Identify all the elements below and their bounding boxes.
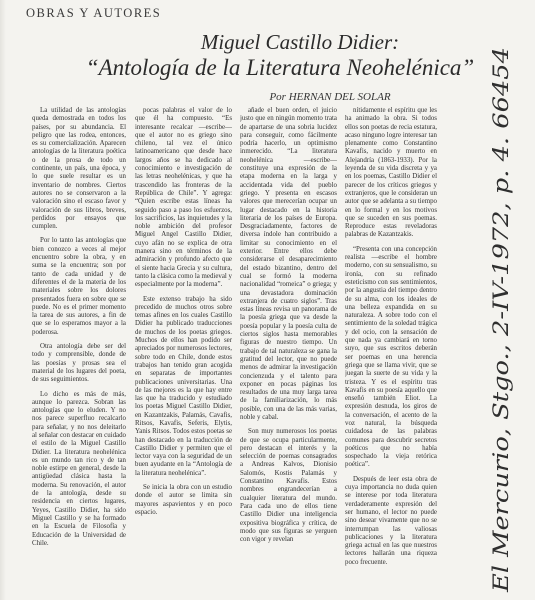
article-title: Miguel Castillo Didier:: [200, 30, 400, 54]
paragraph: añade el buen orden, el juicio justo que en ningún momento trata de apartarse de una sobria lucidez para conseguir, como fácilmente podría hacerlo, un optimismo inmerecido. “La literatura neohelénica —escribe— constituye una expresión de la etapa moderna en la larga y accidentada vida del pueblo griego. Y presenta en escasos valores que merecerían ocupar un lugar destacado en la historia literaria de los países de Europa. Desgraciadamente, factores de diversa índole han contribuido a limitar su conocimiento en el exterior. Entre ellos debe considerarse el desaparecimiento del estado bizantino, dentro del cual se formó la moderna nacionalidad “romeica” o griega; y una devastadora dominación extranjera de cuatro siglos”. Tras estas líneas revisa un panorama de la poesía griega que va desde la poesía popular y la poesía culta de ciertos siglos hasta memorables figuras de nuestro tiempo. Un trabajo de tal naturaleza se gana la gratitud del lector, que no puede menos de admirar la investigación concienzuda y el talento para exponer en pocas páginas los resultados de una muy larga tarea de la familiarización, lo más posible, con una de las más varias, noble y cabal.: [240, 107, 337, 421]
paragraph: Este extenso trabajo ha sido precedido de muchos otros sobre temas afines en los cuales Castillo Didier ha publicado traducciones de muchos de los poetas griegos. Muchos de ellos han podido ser apreciados por numerosos lectores, sobre todo en Chile, donde estos trabajos han tenido gran acogida en separatas de importantes publicaciones universitarias. Una de las mejores es la que hay entre las que ha traducido y estudiado los poetas Miguel Castillo Didier, en Kazantzakis, Palamás, Cavafis, Ritsos, Kavafis, Seferis, Elytis, Yanis Ritsos. Todos estos poetas se han destacado en la traducción de Castillo Didier y permiten que el lector vaya con la seguridad de un buen ayudante en la “Antología de la literatura neohelénica”.: [135, 295, 232, 477]
article-byline: Por HERNAN DEL SOLAR: [269, 91, 391, 103]
paragraph: pocas palabras el valor de lo que él ha compuesto. “Es interesante recalcar —escribe— que el autor no es griego sino chileno, tal vez el único latinoamericano que desde hace largos años se ha dedicado al conocimiento e investigación de las letras neohelénicas, y que ha trascendido las fronteras de la República de Chile”. Y agrega: “Quien escribe estas líneas ha seguido paso a paso los esfuerzos, los sacrificios, las inquietudes y la noble ambición del profesor Miguel Angel Castillo Didier, cuyo afán no se explica de otra manera sino en términos de la admiración y profundo afecto que el siente hacia Grecia y su cultura, tanto la clásica como la medieval y especialmente por la moderna”.: [135, 107, 232, 289]
paragraph: “Presenta con una concepción realista —escribe el hombre moderno, con su sensualismo, su ironía, con su refinado esteticismo con sus sentimientos, por la angustia del tiempo dentro de su alma, con los ideales de una belleza expandida en su naturaleza. A sobre todo con el sentimiento de la soledad trágica y del ocio, con la sensación de que nada ya cambiará en torno suyo, que sus escritos deberán ser poemas en una herencia griega que se llama vivir, que se juegan la suerte de su vida y la tristeza. Y es el espíritu tras Kavafis en su poesía aquello que enseñó también Eliot. La expresión desnuda, los giros de la conversación, el acento de la voz natural, la búsqueda cuidadosa de las palabras comunes para descubrir secretos poéticos que no había sospechado la vieja retórica poética”.: [345, 245, 437, 469]
handwritten-source-note: [488, 40, 518, 595]
article-column-3: [240, 107, 337, 595]
article-column-4: [345, 107, 437, 595]
page-edge-shadow: [0, 0, 6, 600]
paragraph: La utilidad de las antologías queda demostrada en todos los países, por su abundancia. El peligro que las rodea, entonces, es su comercialización. Aparecen antologías de la literatura poética o de la prosa de todo un continente, un país, una época, y lo que suele resultar es un inventario de nombres. Ciertos autores no se conservaron a la valoración sino el escaso favor y valoración de sus libros, breves, perdidos por ensayos que cumplen.: [32, 107, 126, 231]
section-label: OBRAS Y AUTORES: [26, 6, 162, 20]
article-subtitle: “Antología de la Literatura Neohelénica”: [85, 55, 475, 80]
paragraph: Por lo tanto las antologías que bien conozco a veces al mejor encuentro sobre la obra, y en suma se la encuentra; son por tanto de cada unidad y de diferentes el de la materia de los materiales sobre los dolores presentados fuera en sobre que se puede. No es el primer momento la tarea de sus autores, a fin de que se lo esperamos mayor a la poderosa.: [32, 237, 126, 336]
paragraph: Se inicia la obra con un estudio donde el autor se limita sin mayores aspavientos y en poco espacio.: [135, 484, 232, 516]
handwritten-note-text: El Mercurio, Stgo., 2-IV-1972, p. 4. 66454: [489, 146, 513, 592]
paragraph: Son muy numerosos los poetas de que se ocupa particularmente, pero destacan el interés y la selección de poemas consagrados a Andreas Kalvos, Dionisio Salomós, Kostis Palamás y Constantino Kavafis. Estos nombres engrandecerían a cualquier literatura del mundo. Para cada uno de ellos tiene Castillo Didier una inteligencia expositiva biográfica y crítica, de modo que sus figuras se yerguen con vigor y revelan: [240, 428, 337, 544]
paragraph: Otra antología debe ser del todo y comprensible, donde de las poesías y prosas sea el material de los lugares del poeta, de sus seguimientos.: [32, 343, 126, 384]
paragraph: nítidamente el espíritu que les ha animado la obra. Si todos ellos son poetas de recia estatura, acaso ninguno logre interesar tan plenamente como Constantino Kavafis, nacido y muerto en Alejandría (1863-1933). Por la leyenda de su vida discreta y ya en los poemas, Castillo Didier el parecer de los críticos griegos y extranjeros, que le consideran un autor que se adelanta a su tiempo en lo formal y en los motivos que se suceden en sus poemas. Reproduce estas reveladoras palabras de Kazantzakis.: [345, 107, 437, 239]
paragraph: Después de leer esta obra de cuya importancia no duda quien se interese por toda literatura verdaderamente expresión del ser humano, el lector no puede sino desear vivamente que no se interrumpan las valiosas publicaciones y la literatura griega actual en las que nuestros lectores hallarán una riqueza poco frecuente.: [345, 475, 437, 566]
article-column-1: [32, 107, 126, 595]
article-column-2: [135, 107, 232, 595]
paragraph: Lo dicho es más de más, aunque lo parezca. Sobran las antologías que lo eluden. Y no nos parece superfluo recalcarlo para señalar, y no nos deleitarlo al señalar con destacar en cuidado el estilo de la Miguel Castillo Didier. La literatura neohelénica es un mundo tan rico y de tan noble estirpe en general, desde la antigüedad clásica hasta la moderna. Su renovación, el autor de la antología, desde su residencia en ciertos lugares, Yeyes, Castillo Didier, ha sido Miguel Castillo y se ha formado en la Escuela de Filosofía y Educación de la Universidad de Chile.: [32, 390, 126, 547]
